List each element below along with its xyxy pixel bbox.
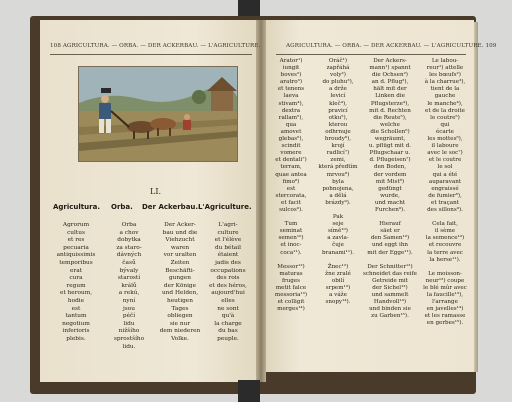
left-column-german: Der Acker- bau und die Viehzucht waren vor uralten Zeiten Beschäfti- gungen der Könige und Helden, heutigen Tages obliegen sie nur dem niederen Volke. xyxy=(159,222,201,342)
left-column-czech: Orba a chov dobytka za staro- dávných časů bývaly starostí králů a rekú, nyní jsou péčí lidu nižšího sprostšího lidu. xyxy=(113,222,145,350)
page-edges xyxy=(474,22,478,372)
title-french: L'Agriculture. xyxy=(198,203,252,211)
title-czech: Orba. xyxy=(111,203,133,211)
book-gutter xyxy=(256,20,266,382)
left-page-header: 108 AGRICULTURA. — ORBA. — DER ACKERBAU. — L'AGRICULTURE. xyxy=(50,43,261,49)
right-page-header: AGRICULTURA. — ORBA. — DER ACKERBAU. — L'AGRICULTURE. 109 xyxy=(286,43,497,49)
left-header-rule xyxy=(50,54,252,55)
right-column-french: Le labou- reur¹) attelle les bœufs²) à la charrue³), tient de la gauche le manche⁴), et de la droite le coutre⁵) qui écarte les mottes⁶), il laboure avec le soc⁷) et le coutre le sol qui a été auparavant engraissé de fumier⁸), et traçant des sillons⁹). Cela fait, il sème la semence¹⁰) et recouvre la terre avec la herse¹¹). Le moisson- neur¹²) coupe le blé mûr avec la faucille¹³), l'arrange en javelles¹⁴) et les ramasse en gerbes¹⁵). xyxy=(423,58,467,327)
right-column-latin: Arator¹) iungit boves²) aratro³) et tenens laeva stivam⁴), dextra rallam⁵), qua amovet glebas⁶), scindit vomere et dentali⁷) terram, quae antea fimo⁸) est stercorata, et facit sulcos⁹). Tum seminat semen¹⁰) et inoc- coca¹¹). Messor¹²) maturas fruges metit falce messoria¹³) et colligit merges¹⁴) xyxy=(274,58,308,313)
title-german: Der Ackerbau. xyxy=(142,203,199,211)
left-column-french: L'agri- culture et l'élève du bétail étaient jadis des occupations des rois et des héros, aujourd'hui elles ne sont qu'à la charge du bas peuple. xyxy=(209,222,247,342)
illustration-svg xyxy=(79,67,237,161)
lesson-number: LI. xyxy=(150,187,162,196)
right-column-german: Der Ackers- mann¹) spannt die Ochsen²) an d. Pflug³), hält mit der Linken die Pflugsterze⁴), mit d. Rechten die Reute⁵), welche die Schollen⁶) wegräumt, u. pflügt mit d. Pflugschaar u. d. Pflugeisen⁷) den Boden, der vordem mit Mist⁸) gedüngt wurde, und macht Furchen⁹). Hierauf säet er den Samen¹⁰) und eggt ihn mit der Egge¹¹). Der Schnitter¹²) schneidet das reife Getreide mit der Sichel¹³) und sammelt Handvoll¹⁴) und binden sie zu Garben¹⁵). xyxy=(363,58,417,320)
left-column-latin: Agrorum cultus et res pecuaria antiquissimis temporibus erat cura regum et heroum, hodie est tantum negotium inferioris plebis. xyxy=(56,222,96,342)
illustration-plowing xyxy=(78,66,238,162)
right-header-rule xyxy=(276,54,466,55)
binding-clip-bottom xyxy=(238,380,260,402)
right-column-czech: Oráč¹) zapřáhá voly²) do pluhu³), a drže levicí kleč⁴), pravicí otku⁵), kterou odhrnuje hroudy⁶), krojí radlicí⁷) zemi, která předtím mrvou⁸) byla pohnojena, a dělá brázdy⁹). Pak seje símě¹⁰) a zavla- čuje branami¹¹). Žnec¹²) žne zralé obilí srpem¹³) a váže snopy¹⁴). xyxy=(318,58,358,306)
title-latin: Agricultura. xyxy=(53,203,100,211)
